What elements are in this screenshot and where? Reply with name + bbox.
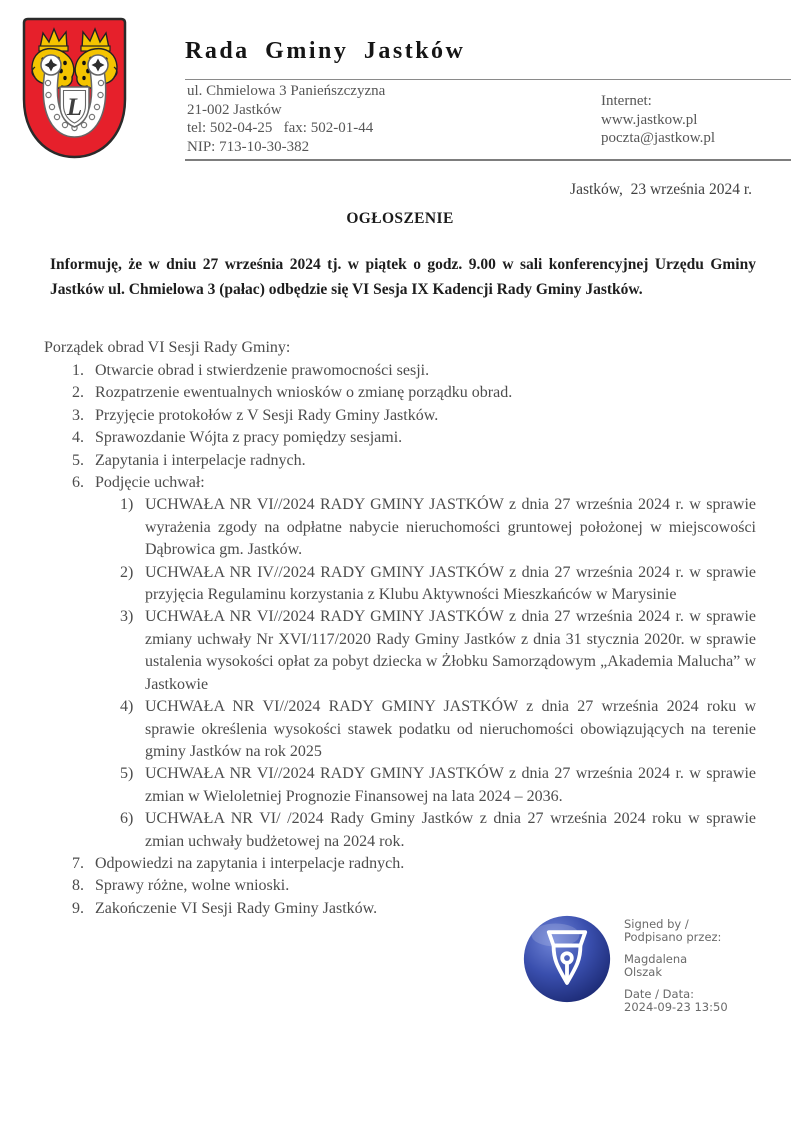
agenda-list	[44, 360, 756, 920]
agenda-item	[72, 472, 756, 494]
org-name: Rada Gminy Jastków	[185, 38, 466, 64]
agenda-heading: Porządek obrad VI Sesji Rady Gminy:	[44, 339, 291, 356]
signer-name	[624, 953, 728, 979]
resolution-text: UCHWAŁA NR IV//2024 RADY GMINY JASTKÓW z dnia 27 września 2024 r. w sprawie przyjęcia Regulaminu korzystania z Klubu Aktywności Mieszkańców w Marysinie	[145, 563, 756, 604]
signature-details	[624, 913, 728, 1023]
resolution-number: 6)	[120, 810, 134, 828]
agenda-item-number: 5.	[72, 451, 84, 469]
document-body	[44, 210, 756, 920]
date-place-line: Jastków, 23 września 2024 r.	[570, 181, 752, 198]
resolution-number: 5)	[120, 765, 134, 783]
agenda-item-number: 3.	[72, 406, 84, 424]
svg-text:L: L	[66, 94, 83, 121]
agenda-item-text: Rozpatrzenie ewentualnych wniosków o zmianę porządku obrad.	[95, 384, 513, 402]
digital-signature-block	[521, 913, 728, 1023]
resolution-item	[120, 494, 756, 561]
resolution-text: UCHWAŁA NR VI//2024 RADY GMINY JASTKÓW z dnia 27 września 2024 r. w sprawie wyrażenia zgody na odpłatne nabycie nieruchomości gruntowej położonej w miejscowości Dąbrowica gm. Jastków.	[145, 496, 756, 559]
address-nip: NIP: 713-10-30-382	[187, 138, 310, 155]
agenda-item	[72, 853, 756, 875]
agenda-item-number: 6.	[72, 474, 84, 492]
agenda-item	[72, 450, 756, 472]
resolution-number: 3)	[120, 608, 134, 626]
agenda-item-text: Zakończenie VI Sesji Rady Gminy Jastków.	[95, 899, 378, 917]
resolution-number: 1)	[120, 496, 134, 514]
resolution-text: UCHWAŁA NR VI/ /2024 Rady Gminy Jastków z dnia 27 września 2024 roku w sprawie zmian uchwały budżetowej na 2024 rok.	[145, 810, 756, 850]
resolution-text: UCHWAŁA NR VI//2024 RADY GMINY JASTKÓW z dnia 27 września 2024 roku w sprawie określenia wysokości stawek podatku od nieruchomości obowiązujących na terenie gminy Jastków na rok 2025	[145, 698, 756, 760]
agenda-item-text: Odpowiedzi na zapytania i interpelacje radnych.	[95, 854, 405, 872]
coat-of-arms-icon	[18, 15, 131, 162]
resolution-item	[120, 562, 756, 607]
resolution-text: UCHWAŁA NR VI//2024 RADY GMINY JASTKÓW z dnia 27 września 2024 r. w sprawie zmiany uchwały Nr XVI/117/2020 Rady Gminy Jastków z dnia 31 stycznia 2020r. w sprawie ustalenia wysokości opłat za pobyt dziecka w Żłobku Samorządowym „Akademia Malucha” w Jastkowie	[145, 608, 756, 693]
internet-block	[601, 82, 791, 156]
agenda-item-number: 7.	[72, 854, 84, 872]
email-text: poczta@jastkow.pl	[601, 130, 716, 146]
letterhead-contact	[185, 80, 791, 159]
agenda-item-number: 4.	[72, 429, 84, 447]
signer-last-name: Olszak	[624, 965, 662, 979]
resolution-number: 4)	[120, 698, 134, 716]
letterhead	[185, 36, 791, 161]
signed-by-lines	[624, 918, 728, 944]
resolution-text: UCHWAŁA NR VI//2024 RADY GMINY JASTKÓW z dnia 27 września 2024 r. w sprawie zmian w Wieloletniej Prognozie Finansowej na lata 2024 – 2036.	[145, 765, 756, 805]
internet-label: Internet:	[601, 93, 652, 109]
agenda-item	[72, 875, 756, 897]
resolution-item	[120, 808, 756, 853]
agenda-item-text: Sprawy różne, wolne wnioski.	[95, 877, 290, 895]
resolution-item	[120, 763, 756, 808]
address-city: 21-002 Jastków	[187, 101, 282, 118]
pen-nib-seal-icon	[521, 913, 613, 1005]
agenda-item	[72, 382, 756, 404]
address-block	[187, 82, 385, 156]
agenda-item	[72, 427, 756, 449]
signed-by-pl: Podpisano przez:	[624, 930, 722, 944]
agenda-item	[72, 360, 756, 382]
document-title: OGŁOSZENIE	[346, 210, 454, 227]
letterhead-divider-bottom	[185, 159, 791, 161]
intro-paragraph: Informuję, że w dniu 27 września 2024 tj. w piątek o godz. 9.00 w sali konferencyjnej Urzędu Gminy Jastków ul. Chmielowa 3 (pałac) odbędzie się VI Sesja IX Kadencji Rady Gminy Jastków.	[50, 256, 756, 298]
website-text: www.jastkow.pl	[601, 111, 698, 128]
resolution-number: 2)	[120, 563, 134, 581]
agenda-item-number: 2.	[72, 384, 84, 402]
agenda-item-text: Otwarcie obrad i stwierdzenie prawomocności sesji.	[95, 362, 430, 379]
agenda-item-number: 1.	[72, 362, 84, 379]
resolution-item	[120, 606, 756, 696]
agenda-item	[72, 405, 756, 427]
date-label: Date / Data:	[624, 987, 695, 1001]
address-phone-fax: tel: 502-04-25 fax: 502-01-44	[187, 120, 374, 136]
date-value: 2024-09-23 13:50	[624, 1000, 728, 1014]
agenda-item-text: Zapytania i interpelacje radnych.	[95, 451, 306, 469]
signer-first-name: Magdalena	[624, 952, 688, 966]
agenda-item-number: 8.	[72, 877, 84, 895]
resolution-item	[120, 696, 756, 763]
agenda-item-text: Sprawozdanie Wójta z pracy pomiędzy sesjami.	[95, 429, 403, 447]
agenda-item-text: Podjęcie uchwał:	[95, 474, 205, 492]
signature-date	[624, 988, 728, 1014]
resolutions-list	[120, 494, 756, 853]
agenda-item-number: 9.	[72, 899, 84, 917]
address-street: ul. Chmielowa 3 Panieńszczyzna	[187, 83, 386, 99]
signed-by-en: Signed by /	[624, 917, 689, 931]
agenda-item-text: Przyjęcie protokołów z V Sesji Rady Gminy Jastków.	[95, 406, 439, 424]
